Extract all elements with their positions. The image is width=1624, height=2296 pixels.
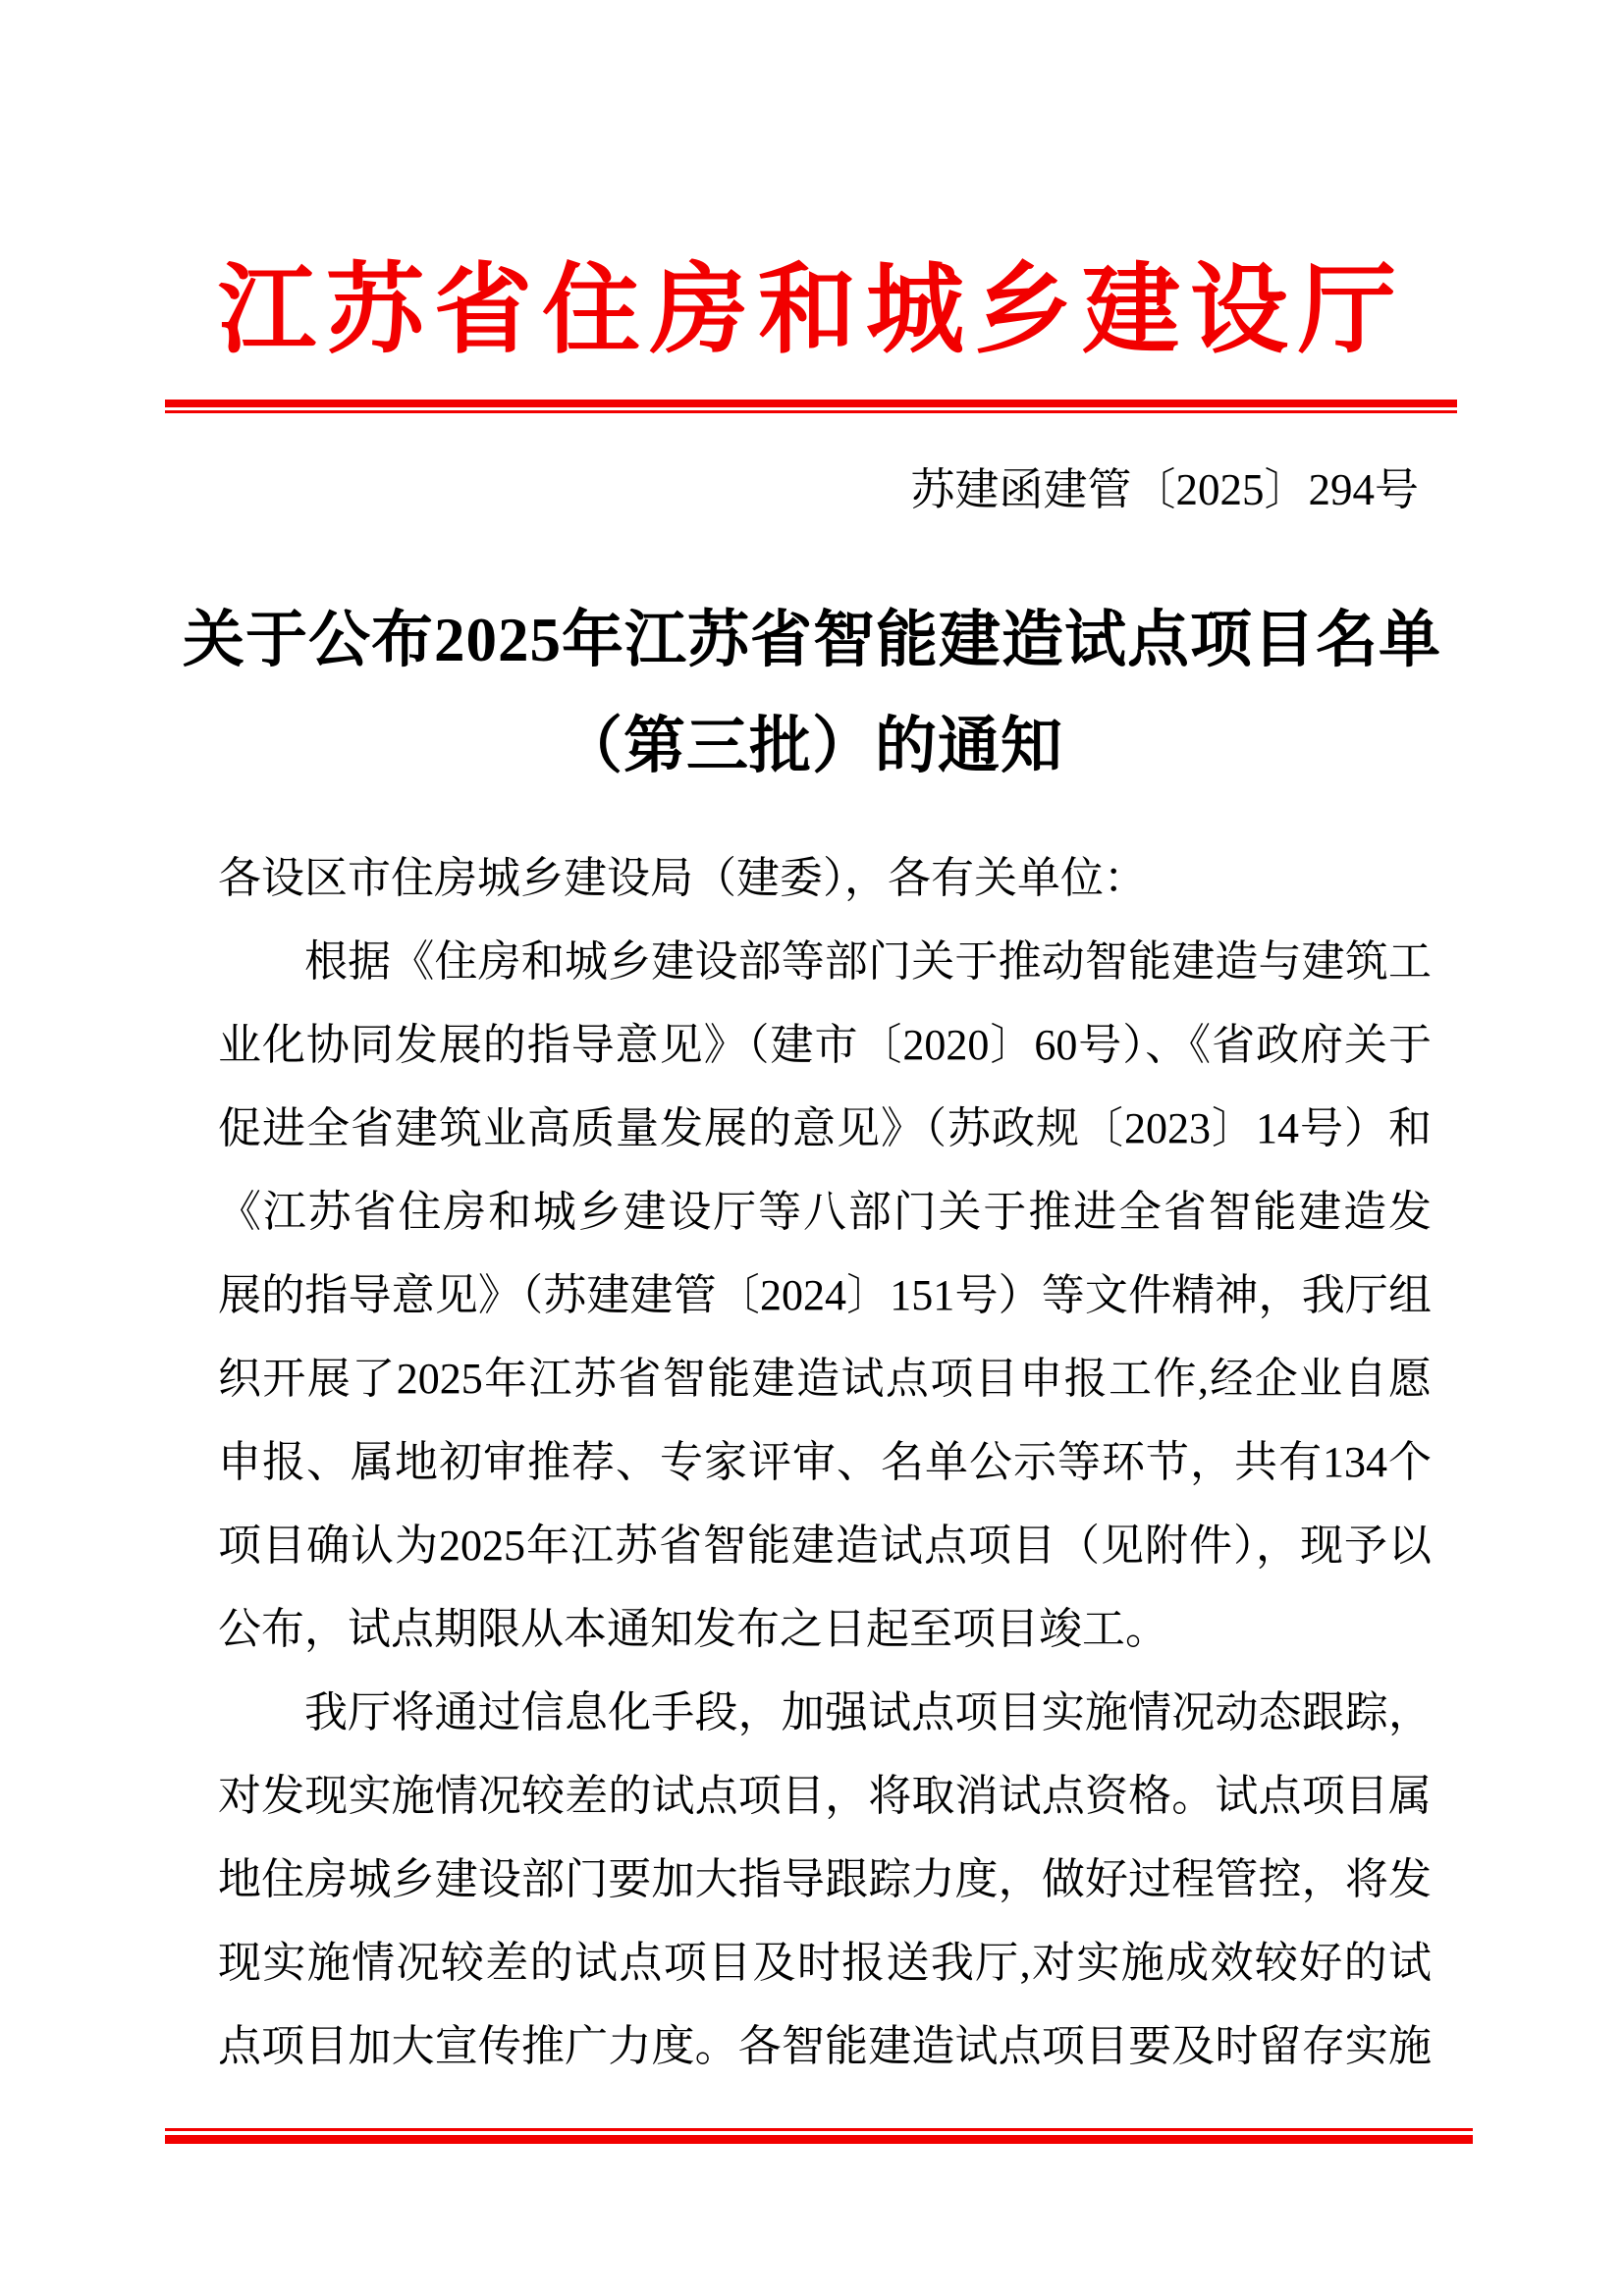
body-line: 促进全省建筑业高质量发展的意见》（苏政规〔2023〕14号）和: [218, 1104, 1432, 1152]
red-separator-bottom-thick-bar: [165, 2135, 1473, 2144]
body-line: 申报、属地初审推荐、专家评审、名单公示等环节，共有134个: [218, 1438, 1432, 1486]
red-separator-bottom: [165, 2128, 1473, 2144]
body-line: 根据《住房和城乡建设部等部门关于推动智能建造与建筑工: [304, 937, 1432, 986]
notice-title: [0, 587, 1624, 799]
body-line: 各设区市住房城乡建设局（建委），各有关单位：: [218, 854, 1147, 902]
body-line: 展的指导意见》（苏建建管〔2024〕151号）等文件精神，我厅组: [218, 1271, 1432, 1319]
body-line: 项目确认为2025年江苏省智能建造试点项目（见附件），现予以: [218, 1522, 1432, 1570]
body-line: 点项目加大宣传推广力度。各智能建造试点项目要及时留存实施: [218, 2022, 1432, 2070]
masthead-agency-title: 江苏省住房和城乡建设厅: [218, 256, 1406, 365]
red-separator-top-thick-bar: [165, 400, 1457, 407]
body-line: 现实施情况较差的试点项目及时报送我厅,对实施成效较好的试: [218, 1939, 1432, 1987]
body-line: 业化协同发展的指导意见》（建市〔2020〕60号）、《省政府关于: [218, 1021, 1432, 1069]
body-line: 对发现实施情况较差的试点项目，将取消试点资格。试点项目属: [218, 1772, 1432, 1820]
red-separator-top-thin-bar: [165, 410, 1457, 413]
notice-title-line2: （第三批）的通知: [561, 712, 1063, 780]
red-separator-top: [165, 400, 1457, 413]
body-line: 《江苏省住房和城乡建设厅等八部门关于推进全省智能建造发: [218, 1188, 1432, 1236]
body-line: 地住房城乡建设部门要加大指导跟踪力度，做好过程管控，将发: [218, 1855, 1432, 1903]
body-text: [218, 836, 1432, 2088]
notice-title-line1: 关于公布2025年江苏省智能建造试点项目名单: [183, 606, 1441, 674]
body-line: 织开展了2025年江苏省智能建造试点项目申报工作,经企业自愿: [218, 1355, 1432, 1403]
document-reference-number: 苏建函建管〔2025〕294号: [910, 465, 1419, 514]
body-line: 公布，试点期限从本通知发布之日起至项目竣工。: [218, 1605, 1168, 1653]
body-line: 我厅将通过信息化手段，加强试点项目实施情况动态跟踪，: [304, 1688, 1432, 1736]
